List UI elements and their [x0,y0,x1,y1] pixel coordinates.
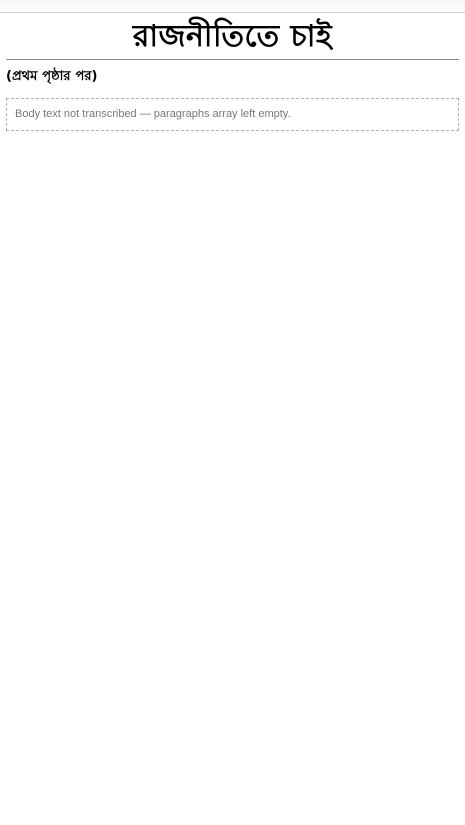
transcription-pending-note: Body text not transcribed — paragraphs array left empty. [6,98,459,131]
headline-divider [6,59,459,60]
clipping-top-edge [0,0,465,13]
article-headline: রাজনীতিতে চাই [132,19,333,54]
continuation-label: (প্রথম পৃষ্ঠার পর) [6,69,98,84]
article-body [6,66,459,88]
